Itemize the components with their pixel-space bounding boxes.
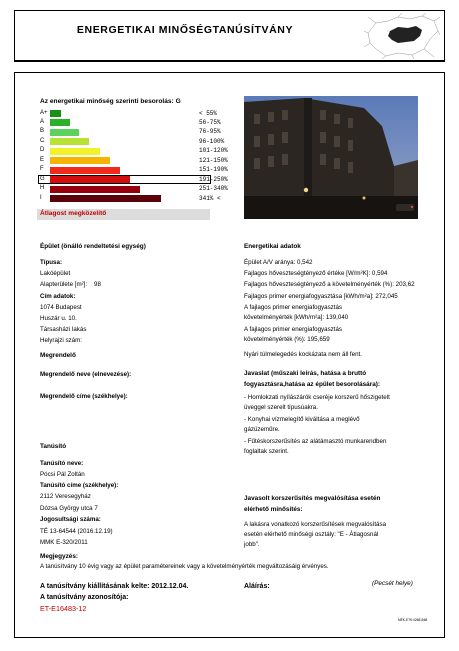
rating-range: 56-75% bbox=[199, 118, 221, 126]
rating-bar bbox=[50, 138, 89, 145]
energy-line: Fajlagos hőveszteségtényező a követelményérték (%): 203,62 bbox=[244, 281, 415, 288]
summer-overheating-text: Nyári túlmelegedés kockázata nem áll fent. bbox=[244, 351, 362, 358]
energy-line: A fajlagos primer energiafogyasztás bbox=[244, 304, 343, 311]
rating-range: 76-95% bbox=[199, 128, 221, 136]
customer-address-label: Megrendelő címe (székhelye): bbox=[40, 393, 128, 400]
certifier-name-label: Tanúsító neve: bbox=[40, 460, 84, 467]
certifier-name-value: Pócsi Pál Zoltán bbox=[40, 471, 85, 478]
rating-bar bbox=[50, 167, 120, 174]
proposal-line: - Fűtéskorszerűsítés az alátámasztó munkarendben bbox=[244, 438, 387, 445]
rating-selected-marker bbox=[38, 175, 211, 184]
proposal-line: üveggel szerelt típusúakra. bbox=[244, 404, 318, 411]
customer-section-title: Megrendelő bbox=[40, 352, 76, 359]
rating-range: 101-120% bbox=[199, 147, 228, 155]
rating-range: 191-250% bbox=[199, 175, 228, 183]
note-title: Megjegyzés: bbox=[40, 553, 79, 560]
recommendation-title-2: elérhető minősítés: bbox=[244, 506, 303, 513]
certificate-id-value: ET-E16483-12 bbox=[40, 604, 87, 613]
certifier-address-city: 2112 Veresegyház bbox=[40, 493, 91, 500]
certificate-header bbox=[14, 10, 445, 62]
rating-range: 251-340% bbox=[199, 185, 228, 193]
building-address-type: Társasházi lakás bbox=[40, 326, 87, 333]
rating-letter: G bbox=[40, 175, 45, 182]
proposal-line: - Homlokzati nyílászárók cseréje korszerű hőszigetelt bbox=[244, 394, 390, 401]
rating-bar bbox=[50, 157, 110, 164]
rating-bar bbox=[50, 129, 79, 136]
energy-section-title: Energetikai adatok bbox=[244, 243, 301, 250]
certifier-license-label: Jogosultsági száma: bbox=[40, 516, 101, 523]
recommendation-line: jobb". bbox=[244, 541, 260, 548]
building-type-label: Típusa: bbox=[40, 259, 63, 266]
rating-bar bbox=[50, 186, 140, 193]
issue-date-label: A tanúsítvány kiállításának kelte: 2012.12.04. bbox=[40, 583, 189, 590]
signature-label: Aláírás: bbox=[244, 583, 270, 590]
certifier-section-title: Tanúsító bbox=[40, 443, 67, 450]
rating-letter: H bbox=[40, 185, 45, 192]
rating-title: Az energetikai minőség szerinti besorolás: G bbox=[40, 98, 181, 105]
rating-letter: C bbox=[40, 137, 45, 144]
rating-letter: I bbox=[40, 194, 42, 201]
stamp-label: (Pecsét helye) bbox=[372, 580, 413, 587]
proposal-line: - Konyhai vízmelegítő kiváltása a meglévő bbox=[244, 416, 360, 423]
customer-name-label: Megrendelő neve (elnevezése): bbox=[40, 371, 132, 378]
rating-range: 341% < bbox=[199, 194, 221, 202]
note-text: A tanúsítvány 10 évig vagy az épület paramétereinek vagy a követelményérték megváltozásáig érvényes. bbox=[40, 563, 329, 570]
building-address-street: Huszár u. 10. bbox=[40, 315, 77, 322]
rating-range: 96-100% bbox=[199, 137, 225, 145]
energy-line: Fajlagos hőveszteségtényező értéke [W/m²K]: 0,594 bbox=[244, 270, 388, 277]
rating-letter: E bbox=[40, 156, 45, 163]
small-code: MÉK-ETK:42681568 bbox=[398, 618, 428, 622]
certifier-address-street: Dózsa György utca 7 bbox=[40, 505, 98, 512]
certificate-title: ENERGETIKAI MINŐSÉGTANÚSÍTVÁNY bbox=[76, 24, 294, 36]
proposal-title-2: fogyasztásra,hatása az épület besorolására): bbox=[244, 381, 381, 388]
certificate-id-label: A tanúsítvány azonosítója: bbox=[40, 594, 129, 601]
hungary-map-icon bbox=[364, 13, 440, 59]
certifier-address-label: Tanúsító címe (székhelye): bbox=[40, 482, 119, 489]
energy-line: Épület A/V aránya: 0,542 bbox=[244, 259, 313, 266]
proposal-title: Javaslat (műszaki leírás, hatása a bruttó bbox=[244, 370, 367, 377]
energy-line: követelményérték [kWh/m²a]: 139,040 bbox=[244, 314, 349, 321]
building-area-value: 98 bbox=[94, 281, 101, 288]
rating-bar bbox=[50, 119, 70, 126]
rating-range: < 55% bbox=[199, 109, 218, 117]
recommendation-line: esetén elérhető minőségi osztály: "E - Átlagosnál bbox=[244, 531, 379, 538]
building-type-value: Lakóépület bbox=[40, 270, 71, 277]
rating-label: Átlagost megközelítő bbox=[40, 210, 107, 217]
rating-letter: D bbox=[40, 147, 45, 154]
building-area-label: Alapterülete [m²]: bbox=[40, 281, 88, 288]
proposal-line: gázüzeműre. bbox=[244, 426, 280, 433]
rating-letter: B bbox=[40, 128, 45, 135]
energy-line: követelményérték (%): 195,659 bbox=[244, 336, 330, 343]
rating-bar bbox=[50, 110, 61, 117]
energy-line: Fajlagos primer energiafogyasztása [kWh/m²a]: 272,045 bbox=[244, 293, 398, 300]
proposal-line: foglaltak szerint. bbox=[244, 448, 289, 455]
rating-range: 151-190% bbox=[199, 166, 228, 174]
building-hrsz-label: Helyrajzi szám: bbox=[40, 337, 82, 344]
certifier-license-1: TÉ 13-64544 (2016.12.19) bbox=[40, 528, 113, 535]
building-address-label: Cím adatok: bbox=[40, 293, 76, 300]
rating-bar bbox=[50, 148, 100, 155]
certifier-license-2: MMK E-320/2011 bbox=[40, 539, 88, 546]
rating-bar bbox=[50, 195, 161, 202]
rating-letter: A+ bbox=[40, 109, 48, 116]
building-section-title: Épület (önálló rendeltetési egység) bbox=[40, 243, 146, 250]
rating-range: 121-150% bbox=[199, 156, 228, 164]
energy-line: A fajlagos primer energiafogyasztás bbox=[244, 326, 343, 333]
building-photo bbox=[244, 96, 418, 219]
building-address-city: 1074 Budapest bbox=[40, 304, 82, 311]
rating-letter: F bbox=[40, 166, 44, 173]
recommendation-title: Javasolt korszerűsítés megvalósítása esetén bbox=[244, 495, 381, 502]
rating-letter: A bbox=[40, 118, 45, 125]
recommendation-line: A lakásra vonatkozó korszerűsítések megvalósítása bbox=[244, 521, 387, 528]
